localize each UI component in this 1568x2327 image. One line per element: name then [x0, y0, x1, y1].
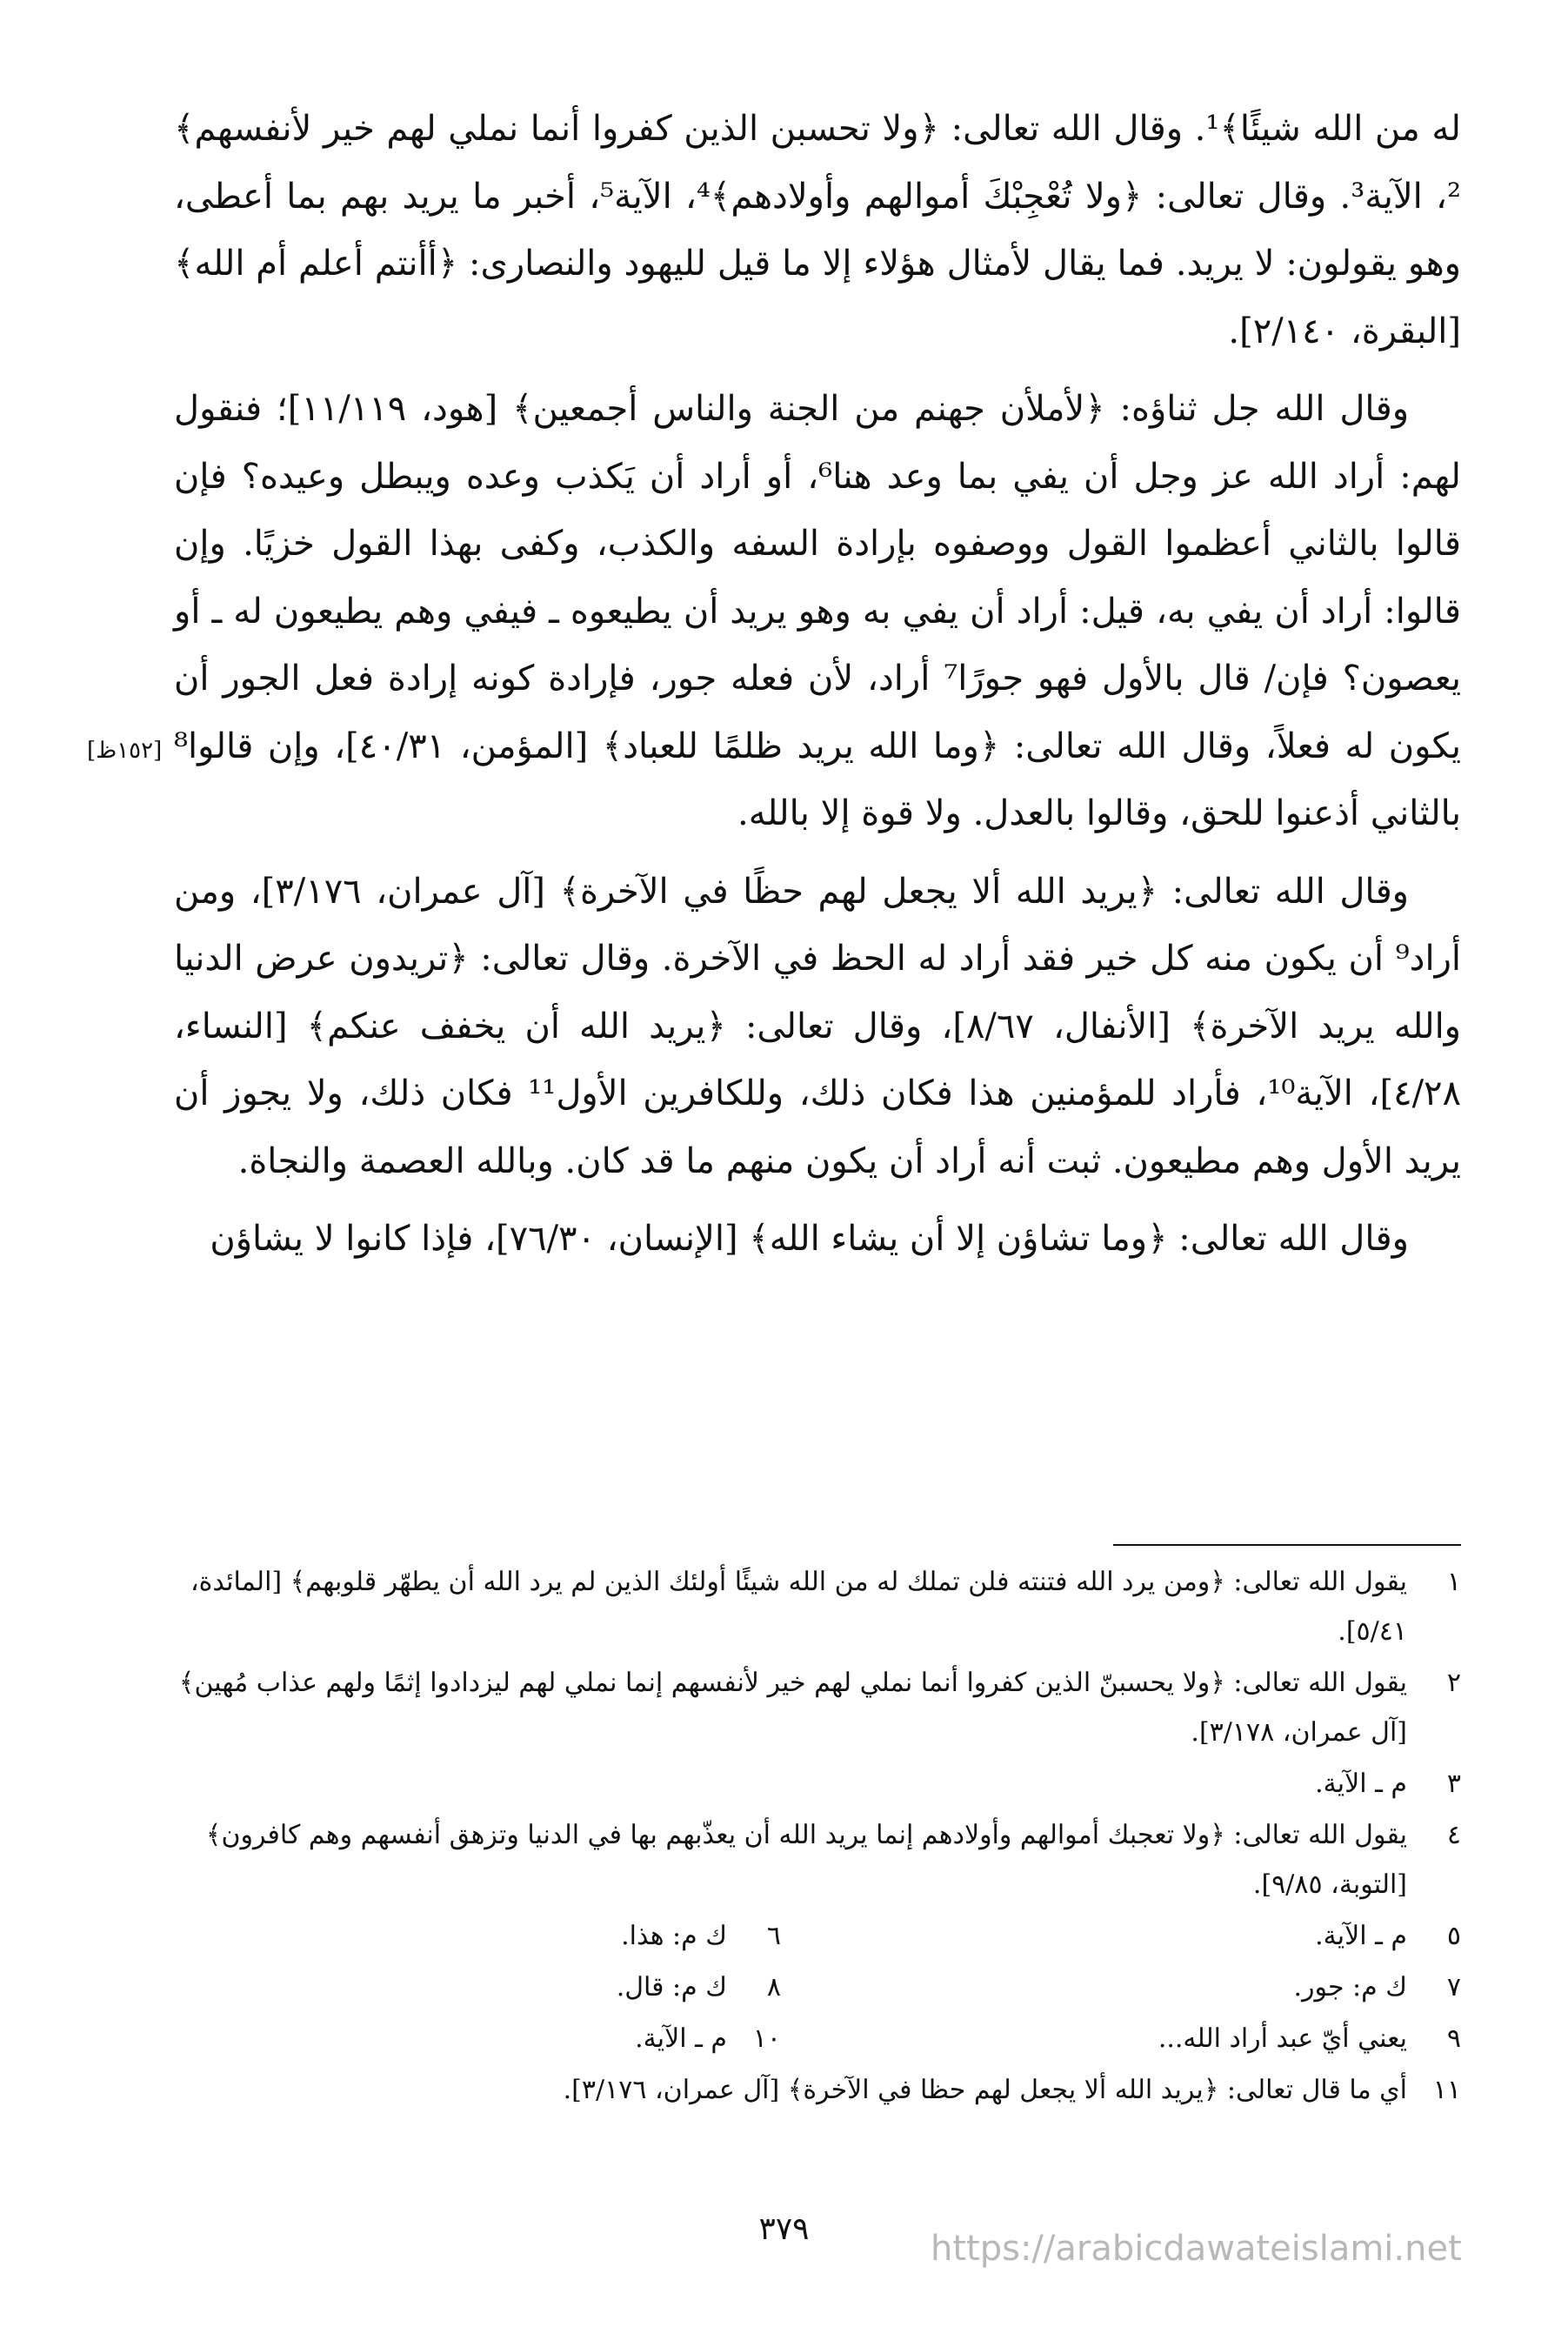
main-text-block [174, 96, 1461, 1284]
watermark-url: https://arabicdawateislami.net [931, 2229, 1462, 2269]
footnote-text: يقول الله تعالى: ﴿ومن يرد الله فتنته فلن تملك له من الله شيئًا أولئك الذين لم يرد الله أن يطهّر قلوبهم﴾ [المائدة، ٥/٤١]. [190, 1567, 1407, 1647]
footnote [781, 1911, 1461, 1961]
footnote-text: ك م: جور. [1293, 1972, 1407, 2003]
footnote-row [174, 1911, 1461, 1963]
footnote-text: ك م: قال. [616, 1972, 727, 2003]
footnote-text: أي ما قال تعالى: ﴿يريد الله ألا يجعل لهم حظا في الآخرة﴾ [آل عمران، ٣/١٧٦]. [563, 2075, 1407, 2105]
footnotes-block [174, 1557, 1461, 2116]
footnote [174, 1658, 1461, 1757]
footnote-text: م ـ الآية. [1315, 1921, 1407, 1951]
footnote [781, 2014, 1461, 2063]
footnote [781, 1963, 1461, 2012]
footnote-number: ٧ [1446, 1972, 1461, 2003]
footnote-row [174, 1963, 1461, 2014]
footnote-number: ٩ [1446, 2023, 1461, 2054]
footnote-number: ١ [1446, 1567, 1461, 1597]
footnote-number: ٥ [1446, 1921, 1461, 1951]
manuscript-folio-note: [١٥٢ظ] [87, 738, 163, 764]
footnote-number: ١١ [1432, 2075, 1461, 2105]
footnote-number: ٢ [1446, 1668, 1461, 1698]
footnote-separator [1113, 1544, 1461, 1546]
footnote-number: ٣ [1446, 1769, 1461, 1799]
footnote-text: يقول الله تعالى: ﴿ولا تعجبك أموالهم وأولادهم إنما يريد الله أن يعذّبهم بها في الدنيا وتزهق أنفسهم وهم كافرون﴾ [التوبة، ٩/٨٥]. [205, 1820, 1407, 1900]
footnote-text: يقول الله تعالى: ﴿ولا يحسبنّ الذين كفروا أنما نملي لهم خير لأنفسهم إنما نملي لهم ليزدادوا إثمًا ولهم عذاب مُهين﴾ [آل عمران، ٣/١٧٨]. [178, 1668, 1407, 1748]
paragraph-1: له من الله شيئًا﴾¹. وقال الله تعالى: ﴿ولا تحسبن الذين كفروا أنما نملي لهم خير لأنفسهم﴾²، الآية³. وقال تعالى: ﴿ولا تُعْجِبْكَ أموالهم وأولادهم﴾⁴، الآية⁵، أخبر ما يريد بهم بما أعطى، وهو يقولون: لا يريد. فما يقال لأمثال هؤلاء إلا ما قيل لليهود والنصارى: ﴿أأنتم أعلم أم الله﴾ [البقرة، ٢/١٤٠]. [174, 109, 1461, 351]
footnote [174, 1557, 1461, 1656]
paragraph-3: وقال الله تعالى: ﴿يريد الله ألا يجعل لهم حظًا في الآخرة﴾ [آل عمران، ٣/١٧٦]، ومن أراد⁹ أن يكون منه كل خير فقد أراد له الحظ في الآخرة. وقال تعالى: ﴿تريدون عرض الدنيا والله يريد الآخرة﴾ [الأنفال، ٨/٦٧]، وقال تعالى: ﴿يريد الله أن يخفف عنكم﴾ [النساء، ٤/٢٨]، الآية¹⁰، فأراد للمؤمنين هذا فكان ذلك، وللكافرين الأول¹¹ فكان ذلك، ولا يجوز أن يريد الأول وهم مطيعون. ثبت أنه أراد أن يكون منهم ما قد كان. وبالله العصمة والنجاة. [174, 871, 1462, 1181]
footnote-text: م ـ الآية. [635, 2023, 727, 2054]
footnote-text: يعني أيّ عبد أراد الله... [1158, 2023, 1407, 2054]
footnote-number: ٦ [766, 1921, 781, 1951]
footnote-number: ١٠ [752, 2023, 781, 2054]
footnote-text: م ـ الآية. [1315, 1769, 1407, 1799]
paragraph-4: وقال الله تعالى: ﴿وما تشاؤن إلا أن يشاء الله﴾ [الإنسان، ٧٦/٣٠]، فإذا كانوا لا يشاؤن [210, 1219, 1409, 1259]
footnote [174, 1759, 1461, 1809]
footnote [174, 2065, 1461, 2115]
footnote [174, 1810, 1461, 1909]
footnote [440, 1911, 781, 1961]
page-number: ٣٧٩ [758, 2211, 810, 2247]
footnote-row [174, 2014, 1461, 2065]
footnote [440, 1963, 781, 2012]
footnote-text: ك م: هذا. [621, 1921, 727, 1951]
footnote [440, 2014, 781, 2063]
paragraph-2: وقال الله جل ثناؤه: ﴿لأملأن جهنم من الجنة والناس أجمعين﴾ [هود، ١١/١١٩]؛ فنقول لهم: أراد الله عز وجل أن يفي بما وعد هنا⁶، أو أراد أن يَكذب وعده ويبطل وعيده؟ فإن قالوا بالثاني أعظموا القول ووصفوه بإرادة السفه والكذب، وكفى بهذا القول خزيًا. وإن قالوا: أراد أن يفي به، قيل: أراد أن يفي به وهو يريد أن يطيعوه ـ فيفي وهم يطيعون له ـ أو يعصون؟ فإن/ قال بالأول فهو جورًا⁷ أراد، لأن فعله جور، فإرادة كونه إرادة فعل الجور أن يكون له فعلاً، وقال الله تعالى: ﴿وما الله يريد ظلمًا للعباد﴾ [المؤمن، ٤٠/٣١]، وإن قالوا⁸ بالثاني أذعنوا للحق، وقالوا بالعدل. ولا قوة إلا بالله. [174, 389, 1462, 833]
footnote-number: ٨ [766, 1972, 781, 2003]
footnote-number: ٤ [1446, 1820, 1461, 1850]
